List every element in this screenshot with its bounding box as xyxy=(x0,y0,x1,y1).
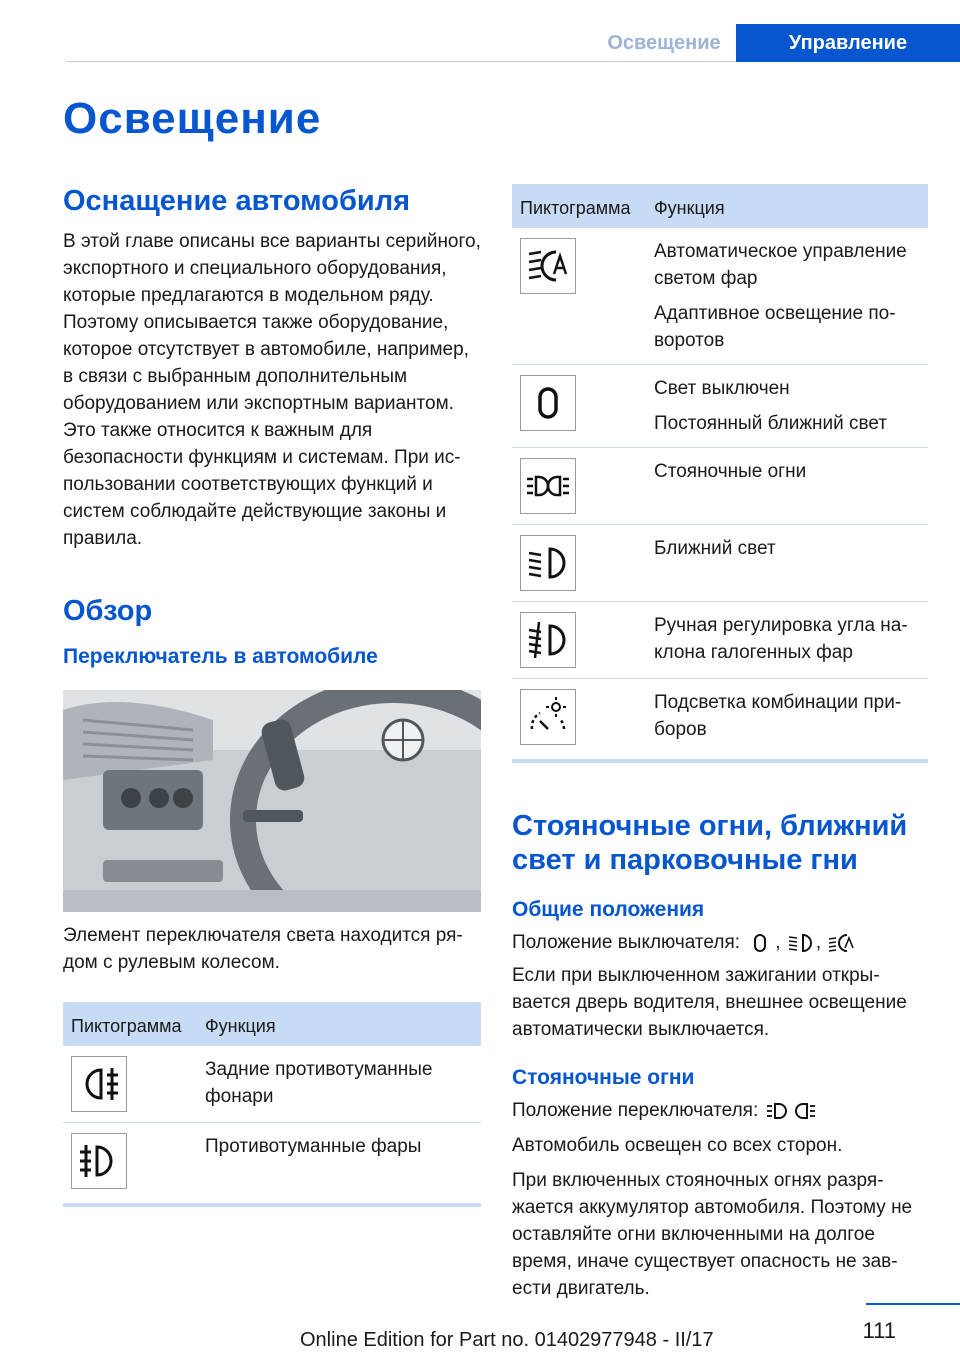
function-text: Постоянный ближний свет xyxy=(654,413,888,434)
table-row xyxy=(512,602,928,679)
table-row xyxy=(512,525,928,602)
footer-rule xyxy=(866,1303,960,1305)
switch-heading: Переключатель в автомобиле xyxy=(63,645,378,668)
rear-fog-light-icon xyxy=(71,1056,127,1112)
low-beam-icon xyxy=(520,535,576,591)
general-heading: Общие положения xyxy=(512,898,705,921)
table-row xyxy=(512,365,928,448)
col-func-header: Функция xyxy=(197,1002,481,1046)
parking-lights-icon xyxy=(766,1100,816,1122)
general-text: Если при выключенном зажигании открывается дверь водителя, внешнее освещение автоматически выключается. xyxy=(512,965,907,1040)
page-number: 111 xyxy=(862,1318,896,1343)
chapter-tab[interactable]: Управление xyxy=(736,24,960,62)
col-icon-header: Пиктограмма xyxy=(512,184,646,228)
parking-text-1: Автомобиль освещен со всех сторон. xyxy=(512,1135,843,1156)
general-switch-line xyxy=(512,929,928,956)
table-row xyxy=(512,679,928,762)
function-text: Ручная регулировка угла наклона галогенных фар xyxy=(654,615,908,663)
table-header-row xyxy=(512,184,928,228)
lights-off-icon xyxy=(520,375,576,431)
separator: , xyxy=(815,932,822,953)
equipment-text: В этой главе описаны все варианты серийного, экспортного и специального оборудования, которые предлагаются в модельном ряду. Поэтому описывается также оборудование, которое отсутствует в автомобиле, например, в связи с выбранным дополнительным оборудованием или экспортным вариантом. Это также относится к важным для безопасности функциям и системам. При использовании соответствующих функций и систем соблюдайте действующие законы и правила. xyxy=(63,231,481,549)
function-text: Свет выключен xyxy=(654,378,790,399)
left-function-table xyxy=(63,1002,481,1207)
col-icon-header: Пиктограмма xyxy=(63,1002,197,1046)
table-header-row xyxy=(63,1002,481,1046)
function-text: Задние противотуманные фонари xyxy=(205,1059,433,1107)
instrument-lighting-icon xyxy=(520,689,576,745)
function-text: Противотуманные фары xyxy=(205,1136,422,1157)
function-text: Адаптивное освещение поворотов xyxy=(654,303,896,351)
page-title: Освещение xyxy=(63,94,322,143)
parking-switch-label: Положение переключателя: xyxy=(512,1100,759,1121)
col-func-header: Функция xyxy=(646,184,928,228)
general-switch-label: Положение выключателя: xyxy=(512,932,741,953)
parking-switch-line xyxy=(512,1097,928,1124)
parking-lights-icon xyxy=(520,458,576,514)
table-row xyxy=(512,228,928,365)
table-row xyxy=(63,1123,481,1206)
section-tab[interactable]: Освещение xyxy=(607,31,721,54)
right-column xyxy=(512,184,928,1302)
front-fog-light-icon xyxy=(71,1133,127,1189)
parking-heading: Стояночные огни xyxy=(512,1066,695,1089)
function-text: Ближний свет xyxy=(654,538,776,559)
photo-caption: Элемент переключателя света находится рядом с рулевым колесом. xyxy=(63,925,463,973)
section-heading: Стояночные огни, ближний свет и парковочные гни xyxy=(512,810,908,876)
separator: , xyxy=(775,932,781,953)
table-row xyxy=(63,1046,481,1123)
lights-off-icon xyxy=(747,932,773,954)
auto-headlight-icon xyxy=(828,932,854,954)
edition-footer: Online Edition for Part no. 01402977948 - II/17 xyxy=(300,1329,714,1351)
equipment-heading: Оснащение автомобиля xyxy=(63,185,411,217)
table-row xyxy=(512,448,928,525)
auto-headlight-icon xyxy=(520,238,576,294)
function-text: Подсветка комбинации приборов xyxy=(654,692,902,740)
headlight-range-icon xyxy=(520,612,576,668)
function-text: Автоматическое управление светом фар xyxy=(654,241,907,289)
overview-heading: Обзор xyxy=(63,595,153,627)
left-column xyxy=(63,184,481,1207)
parking-text-2: При включенных стояночных огнях разряжается аккумулятор автомобиля. Поэтому не оставляйте огни включенными на долгое время, иначе существует опасность не завести двигатель. xyxy=(512,1170,913,1299)
function-text: Стояночные огни xyxy=(654,461,807,482)
low-beam-icon xyxy=(788,932,814,954)
light-switch-photo xyxy=(63,690,481,912)
right-function-table xyxy=(512,184,928,763)
